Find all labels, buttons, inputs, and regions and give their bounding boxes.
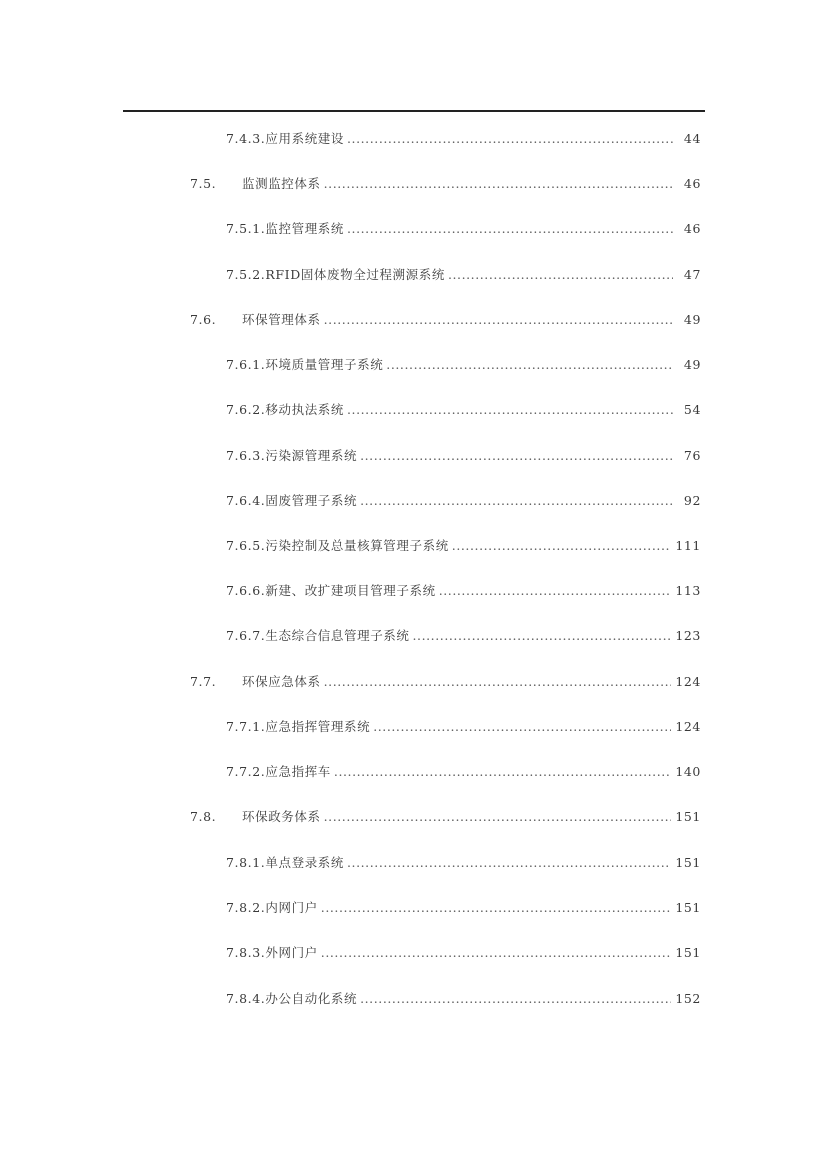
toc-number: 7.8.4. (226, 990, 266, 1006)
toc-number: 7.6.7. (226, 627, 266, 643)
toc-number: 7.6.6. (226, 582, 266, 598)
toc-leader (347, 131, 673, 146)
toc-title: 监测监控体系 (242, 176, 321, 191)
toc-page: 49 (683, 356, 701, 372)
toc-title: 内网门户 (265, 900, 318, 915)
toc-leader (373, 719, 671, 734)
toc-number: 7.8.1. (226, 854, 266, 870)
toc-entry[interactable] (226, 579, 701, 601)
toc-entry[interactable] (226, 851, 701, 873)
toc-entry[interactable] (190, 308, 701, 330)
toc-entry[interactable] (226, 896, 701, 918)
toc-entry[interactable] (226, 534, 701, 556)
toc-leader (321, 900, 672, 915)
toc-leader (324, 809, 672, 824)
toc-number: 7.7. (190, 673, 217, 689)
toc-number: 7.4.3. (226, 130, 266, 146)
toc-number: 7.6.1. (226, 356, 266, 372)
header-rule (123, 110, 705, 112)
toc-number: 7.6.2. (226, 401, 266, 417)
toc-leader (452, 538, 672, 553)
toc-entry[interactable] (226, 217, 701, 239)
toc-title: 单点登录系统 (265, 855, 344, 870)
toc-title: 环保政务体系 (242, 809, 321, 824)
toc-number: 7.7.1. (226, 718, 266, 734)
toc-title: 移动执法系统 (265, 402, 344, 417)
toc-leader (347, 855, 671, 870)
toc-page: 152 (675, 990, 701, 1006)
toc-leader (324, 312, 673, 327)
toc-number: 7.8.2. (226, 899, 266, 915)
toc-page: 151 (675, 944, 701, 960)
toc-page: 124 (675, 718, 701, 734)
toc-title: 应急指挥车 (265, 764, 331, 779)
toc-entry[interactable] (190, 172, 701, 194)
toc-page: 76 (683, 447, 701, 463)
toc-page: 49 (683, 311, 701, 327)
toc-leader (321, 945, 672, 960)
toc-number: 7.5.2. (226, 266, 266, 282)
toc-number: 7.7.2. (226, 763, 266, 779)
toc-leader (439, 583, 672, 598)
toc-title: RFID固体废物全过程溯源系统 (265, 267, 445, 282)
toc-number: 7.5.1. (226, 220, 266, 236)
toc-page: 151 (675, 854, 701, 870)
toc-entry[interactable] (226, 127, 701, 149)
toc-leader (360, 448, 673, 463)
toc-page: 151 (675, 899, 701, 915)
toc-page: 123 (675, 627, 701, 643)
toc-title: 外网门户 (265, 945, 318, 960)
toc-page: 151 (675, 808, 701, 824)
toc-page: 46 (683, 220, 701, 236)
toc-leader (347, 402, 673, 417)
toc-title: 生态综合信息管理子系统 (265, 628, 410, 643)
toc-title: 应用系统建设 (265, 131, 344, 146)
toc-number: 7.6.4. (226, 492, 266, 508)
toc-page: 111 (675, 537, 701, 553)
toc-entry[interactable] (226, 398, 701, 420)
toc-entry[interactable] (226, 624, 701, 646)
toc-leader (347, 221, 673, 236)
toc-leader (448, 267, 673, 282)
toc-entry[interactable] (226, 760, 701, 782)
toc-leader (324, 176, 673, 191)
toc-page: 113 (675, 582, 701, 598)
toc-number: 7.8.3. (226, 944, 266, 960)
toc-title: 环保应急体系 (242, 674, 321, 689)
toc-leader (360, 493, 673, 508)
toc-entry[interactable] (226, 715, 701, 737)
toc-title: 监控管理系统 (265, 221, 344, 236)
toc-leader (413, 628, 672, 643)
toc-number: 7.6.3. (226, 447, 266, 463)
toc-page: 54 (683, 401, 701, 417)
toc-page: 124 (675, 673, 701, 689)
toc-entry[interactable] (226, 987, 701, 1009)
toc-entry[interactable] (226, 263, 701, 285)
toc-number: 7.5. (190, 175, 217, 191)
toc-page: 140 (675, 763, 701, 779)
toc-page: 46 (683, 175, 701, 191)
toc-entry[interactable] (226, 353, 701, 375)
toc-entry[interactable] (226, 489, 701, 511)
toc-leader (334, 764, 671, 779)
toc-title: 环境质量管理子系统 (265, 357, 384, 372)
toc-entry[interactable] (226, 941, 701, 963)
toc-leader (324, 674, 672, 689)
toc-title: 应急指挥管理系统 (265, 719, 371, 734)
toc-entry[interactable] (226, 444, 701, 466)
toc-number: 7.8. (190, 808, 217, 824)
toc-title: 固废管理子系统 (265, 493, 358, 508)
toc-leader (386, 357, 673, 372)
toc-title: 办公自动化系统 (265, 991, 358, 1006)
toc-entry[interactable] (190, 670, 701, 692)
toc-page: 44 (683, 130, 701, 146)
toc-title: 新建、改扩建项目管理子系统 (265, 583, 436, 598)
toc-number: 7.6. (190, 311, 217, 327)
toc-page: 47 (683, 266, 701, 282)
toc-title: 环保管理体系 (242, 312, 321, 327)
toc-page: 92 (683, 492, 701, 508)
toc-leader (360, 991, 671, 1006)
toc-title: 污染控制及总量核算管理子系统 (265, 538, 449, 553)
toc-entry[interactable] (190, 805, 701, 827)
toc-number: 7.6.5. (226, 537, 266, 553)
toc-title: 污染源管理系统 (265, 448, 358, 463)
